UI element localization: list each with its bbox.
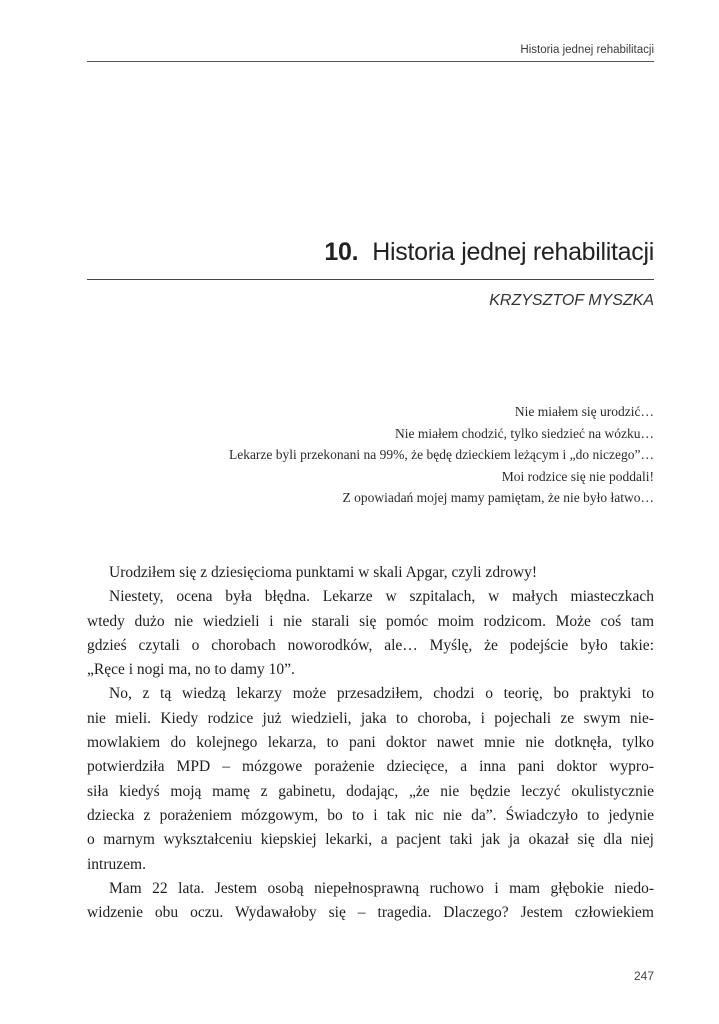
epigraph-line: Moi rodzice się nie poddali! <box>501 468 654 484</box>
epigraph <box>87 401 654 509</box>
body-line: „Ręce i nogi ma, no to damy 10”. <box>87 661 295 679</box>
body-line: mowlakiem do kolejnego lekarza, to pani doktor nawet mnie nie dotknęła, tylko <box>87 734 654 752</box>
body-line: gdzieś czytali o chorobach noworodków, ale… Myślę, że podejście było takie: <box>87 636 654 654</box>
title-rule <box>87 279 654 280</box>
page-number: 247 <box>633 969 654 983</box>
body-line: dziecka z porażeniem mózgowym, bo to i tak nic nie da”. Świadczyło to jedynie <box>87 806 654 824</box>
body-text <box>87 561 654 925</box>
body-line: No, z tą wiedzą lekarzy może przesadziłem, chodzi o teorię, bo praktyki to <box>109 685 654 703</box>
body-line: Mam 22 lata. Jestem osobą niepełnosprawną ruchowo i mam głębokie niedo- <box>109 879 654 897</box>
body-line: siła kiedyś moją mamę z gabinetu, dodając, „że nie będzie leczyć okulistycznie <box>87 782 654 800</box>
body-line: o marnym wykształceniu kiepskiej lekarki, a pacjent taki jak ja okazał się dla niej <box>87 831 654 849</box>
epigraph-line: Lekarze byli przekonani na 99%, że będę dzieckiem leżącym i „do niczego”… <box>228 447 654 462</box>
body-line: widzenie obu oczu. Wydawałoby się – tragedia. Dlaczego? Jestem człowiekiem <box>87 904 654 922</box>
chapter-number: 10. <box>324 238 359 266</box>
body-line: wtedy dużo nie wiedzieli i nie starali się pomóc moim rodzicom. Może coś tam <box>87 612 654 630</box>
epigraph-line: Nie miałem się urodzić… <box>514 404 654 419</box>
chapter-title <box>87 238 654 267</box>
chapter-author: KRZYSZTOF MYSZKA <box>489 292 654 309</box>
running-header: Historia jednej rehabilitacji <box>520 44 654 56</box>
epigraph-line: Z opowiadań mojej mamy pamiętam, że nie było łatwo… <box>342 490 654 505</box>
epigraph-line: Nie miałem chodzić, tylko siedzieć na wózku… <box>394 425 654 441</box>
body-line: nie mieli. Kiedy rodzice już wiedzieli, jaka to choroba, i pojechali ze swym nie- <box>87 709 654 727</box>
header-rule <box>87 61 654 62</box>
body-line: potwierdziła MPD – mózgowe porażenie dziecięce, a inna pani doktor wypro- <box>87 758 654 776</box>
body-line: intruzem. <box>87 855 146 873</box>
body-line: Niestety, ocena była błędna. Lekarze w szpitalach, w małych miasteczkach <box>109 588 654 606</box>
chapter-title-text: Historia jednej rehabilitacji <box>372 238 654 266</box>
body-line: Urodziłem się z dziesięcioma punktami w skali Apgar, czyli zdrowy! <box>109 564 538 581</box>
